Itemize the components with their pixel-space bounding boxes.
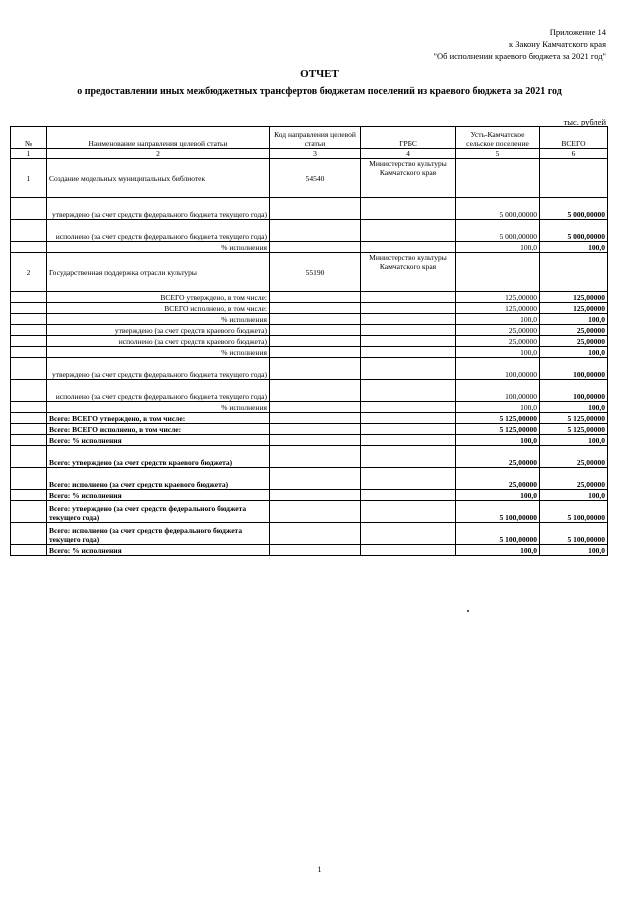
empty-cell [361,435,456,446]
settlement-value: 100,0 [456,402,540,413]
header-code: Код направления целевой статьи [270,127,361,149]
settlement-value: 5 100,00000 [456,501,540,523]
row-label: % исполнения [47,314,270,325]
total-row [11,501,608,523]
total-value: 125,00000 [540,303,608,314]
total-value: 5 100,00000 [540,523,608,545]
empty-cell [11,198,47,220]
total-row [11,435,608,446]
total-value: 100,0 [540,435,608,446]
header-grbs: ГРБС [361,127,456,149]
empty-cell [11,501,47,523]
empty-cell [11,523,47,545]
data-row [11,314,608,325]
header-num: № [11,127,47,149]
total-value: 100,0 [540,545,608,556]
header-total: ВСЕГО [540,127,608,149]
total-value: 100,0 [540,402,608,413]
row-label: исполнено (за счет средств краевого бюджета) [47,336,270,347]
settlement-value: 125,00000 [456,292,540,303]
total-row [11,523,608,545]
total-row-label: Всего: % исполнения [47,435,270,446]
empty-cell [270,468,361,490]
total-row-label: Всего: ВСЕГО утверждено, в том числе: [47,413,270,424]
total-row-label: Всего: исполнено (за счет средств федерального бюджета текущего года) [47,523,270,545]
data-row [11,336,608,347]
empty-cell [270,424,361,435]
section-grbs: Министерство культуры Камчатского края [361,253,456,292]
row-label: утверждено (за счет средств краевого бюджета) [47,325,270,336]
empty-cell [270,380,361,402]
data-row [11,198,608,220]
total-row-label: Всего: исполнено (за счет средств краевого бюджета) [47,468,270,490]
annex-header [434,26,606,62]
total-value: 25,00000 [540,446,608,468]
total-value: 125,00000 [540,292,608,303]
data-row [11,402,608,413]
empty-cell [361,347,456,358]
empty-cell [270,347,361,358]
empty-cell [11,336,47,347]
empty-cell [270,242,361,253]
total-value: 100,0 [540,242,608,253]
empty-cell [11,468,47,490]
section-name: Создание модельных муниципальных библиотек [47,159,270,198]
empty-cell [361,501,456,523]
empty-cell [270,292,361,303]
empty-cell [270,314,361,325]
empty-cell [270,545,361,556]
total-value: 5 000,00000 [540,198,608,220]
row-label: % исполнения [47,347,270,358]
settlement-value: 25,00000 [456,468,540,490]
data-row [11,292,608,303]
page-number: 1 [317,865,322,874]
empty-cell [11,347,47,358]
header-row [11,127,608,149]
empty-cell [361,446,456,468]
empty-cell [361,358,456,380]
settlement-value: 100,0 [456,435,540,446]
empty-cell [361,198,456,220]
empty-cell [361,545,456,556]
settlement-value: 100,0 [456,490,540,501]
empty-cell [361,314,456,325]
row-label: ВСЕГО утверждено, в том числе: [47,292,270,303]
empty-cell [540,253,608,292]
total-row [11,490,608,501]
data-row [11,303,608,314]
data-row [11,325,608,336]
empty-cell [11,292,47,303]
header-settlement: Усть-Камчатское сельское поселение [456,127,540,149]
row-label: % исполнения [47,402,270,413]
header-name: Наименование направления целевой статьи [47,127,270,149]
section-code: 54540 [270,159,361,198]
empty-cell [270,220,361,242]
section-num: 2 [11,253,47,292]
total-row [11,545,608,556]
empty-cell [361,424,456,435]
row-label: утверждено (за счет средств федерального бюджета текущего года) [47,358,270,380]
total-row-label: Всего: утверждено (за счет средств краевого бюджета) [47,446,270,468]
empty-cell [456,159,540,198]
data-row [11,380,608,402]
empty-cell [270,358,361,380]
empty-cell [361,325,456,336]
scan-speck [467,610,469,612]
empty-cell [270,336,361,347]
total-value: 5 100,00000 [540,501,608,523]
row-label: % исполнения [47,242,270,253]
empty-cell [11,380,47,402]
total-value: 100,00000 [540,380,608,402]
total-row-label: Всего: % исполнения [47,490,270,501]
total-value: 5 000,00000 [540,220,608,242]
empty-cell [361,336,456,347]
column-number: 3 [270,149,361,159]
total-row-label: Всего: ВСЕГО исполнено, в том числе: [47,424,270,435]
annex-line-1: Приложение 14 [549,27,606,37]
settlement-value: 125,00000 [456,303,540,314]
total-value: 5 125,00000 [540,424,608,435]
empty-cell [11,303,47,314]
column-number: 6 [540,149,608,159]
data-row [11,220,608,242]
section-row [11,159,608,198]
empty-cell [361,490,456,501]
empty-cell [361,242,456,253]
data-row [11,358,608,380]
settlement-value: 100,0 [456,314,540,325]
column-number: 2 [47,149,270,159]
report-table [10,126,608,556]
column-number: 1 [11,149,47,159]
empty-cell [361,523,456,545]
empty-cell [361,402,456,413]
empty-cell [11,490,47,501]
empty-cell [11,220,47,242]
row-label: исполнено (за счет средств федерального бюджета текущего года) [47,220,270,242]
empty-cell [361,380,456,402]
total-value: 100,0 [540,314,608,325]
empty-cell [11,424,47,435]
empty-cell [270,523,361,545]
empty-cell [270,446,361,468]
empty-cell [361,292,456,303]
empty-cell [270,325,361,336]
empty-cell [270,501,361,523]
settlement-value: 100,00000 [456,358,540,380]
total-value: 5 125,00000 [540,413,608,424]
empty-cell [11,413,47,424]
document-subtitle: о предоставлении иных межбюджетных трансфертов бюджетам поселений из краевого бюджета за 2021 год [77,86,562,97]
settlement-value: 5 125,00000 [456,424,540,435]
settlement-value: 100,0 [456,242,540,253]
empty-cell [540,159,608,198]
column-number-row [11,149,608,159]
section-code: 55190 [270,253,361,292]
settlement-value: 25,00000 [456,325,540,336]
section-row [11,253,608,292]
section-grbs: Министерство культуры Камчатского края [361,159,456,198]
total-row [11,446,608,468]
empty-cell [270,435,361,446]
row-label: утверждено (за счет средств федерального бюджета текущего года) [47,198,270,220]
settlement-value: 5 100,00000 [456,523,540,545]
total-value: 100,00000 [540,358,608,380]
units-label: тыс. рублей [563,117,606,127]
empty-cell [361,220,456,242]
settlement-value: 100,00000 [456,380,540,402]
annex-line-3: "Об исполнении краевого бюджета за 2021 год" [433,51,606,61]
total-value: 100,0 [540,490,608,501]
total-row [11,424,608,435]
section-num: 1 [11,159,47,198]
empty-cell [11,314,47,325]
empty-cell [361,303,456,314]
empty-cell [270,402,361,413]
total-value: 25,00000 [540,468,608,490]
empty-cell [11,545,47,556]
settlement-value: 100,0 [456,545,540,556]
empty-cell [270,198,361,220]
document-title: ОТЧЕТ [300,68,339,80]
empty-cell [270,303,361,314]
total-row-label: Всего: утверждено (за счет средств федерального бюджета текущего года) [47,501,270,523]
total-row [11,468,608,490]
empty-cell [11,402,47,413]
total-row-label: Всего: % исполнения [47,545,270,556]
empty-cell [11,446,47,468]
row-label: ВСЕГО исполнено, в том числе: [47,303,270,314]
settlement-value: 5 000,00000 [456,220,540,242]
empty-cell [361,468,456,490]
row-label: исполнено (за счет средств федерального бюджета текущего года) [47,380,270,402]
settlement-value: 25,00000 [456,446,540,468]
empty-cell [270,490,361,501]
data-row [11,242,608,253]
total-value: 100,0 [540,347,608,358]
settlement-value: 100,0 [456,347,540,358]
settlement-value: 25,00000 [456,336,540,347]
data-row [11,347,608,358]
section-name: Государственная поддержка отрасли культуры [47,253,270,292]
column-number: 5 [456,149,540,159]
empty-cell [361,413,456,424]
annex-line-2: к Закону Камчатского края [509,39,606,49]
empty-cell [11,325,47,336]
empty-cell [11,358,47,380]
empty-cell [11,435,47,446]
column-number: 4 [361,149,456,159]
total-value: 25,00000 [540,336,608,347]
total-value: 25,00000 [540,325,608,336]
total-row [11,413,608,424]
empty-cell [456,253,540,292]
settlement-value: 5 125,00000 [456,413,540,424]
empty-cell [11,242,47,253]
empty-cell [270,413,361,424]
settlement-value: 5 000,00000 [456,198,540,220]
